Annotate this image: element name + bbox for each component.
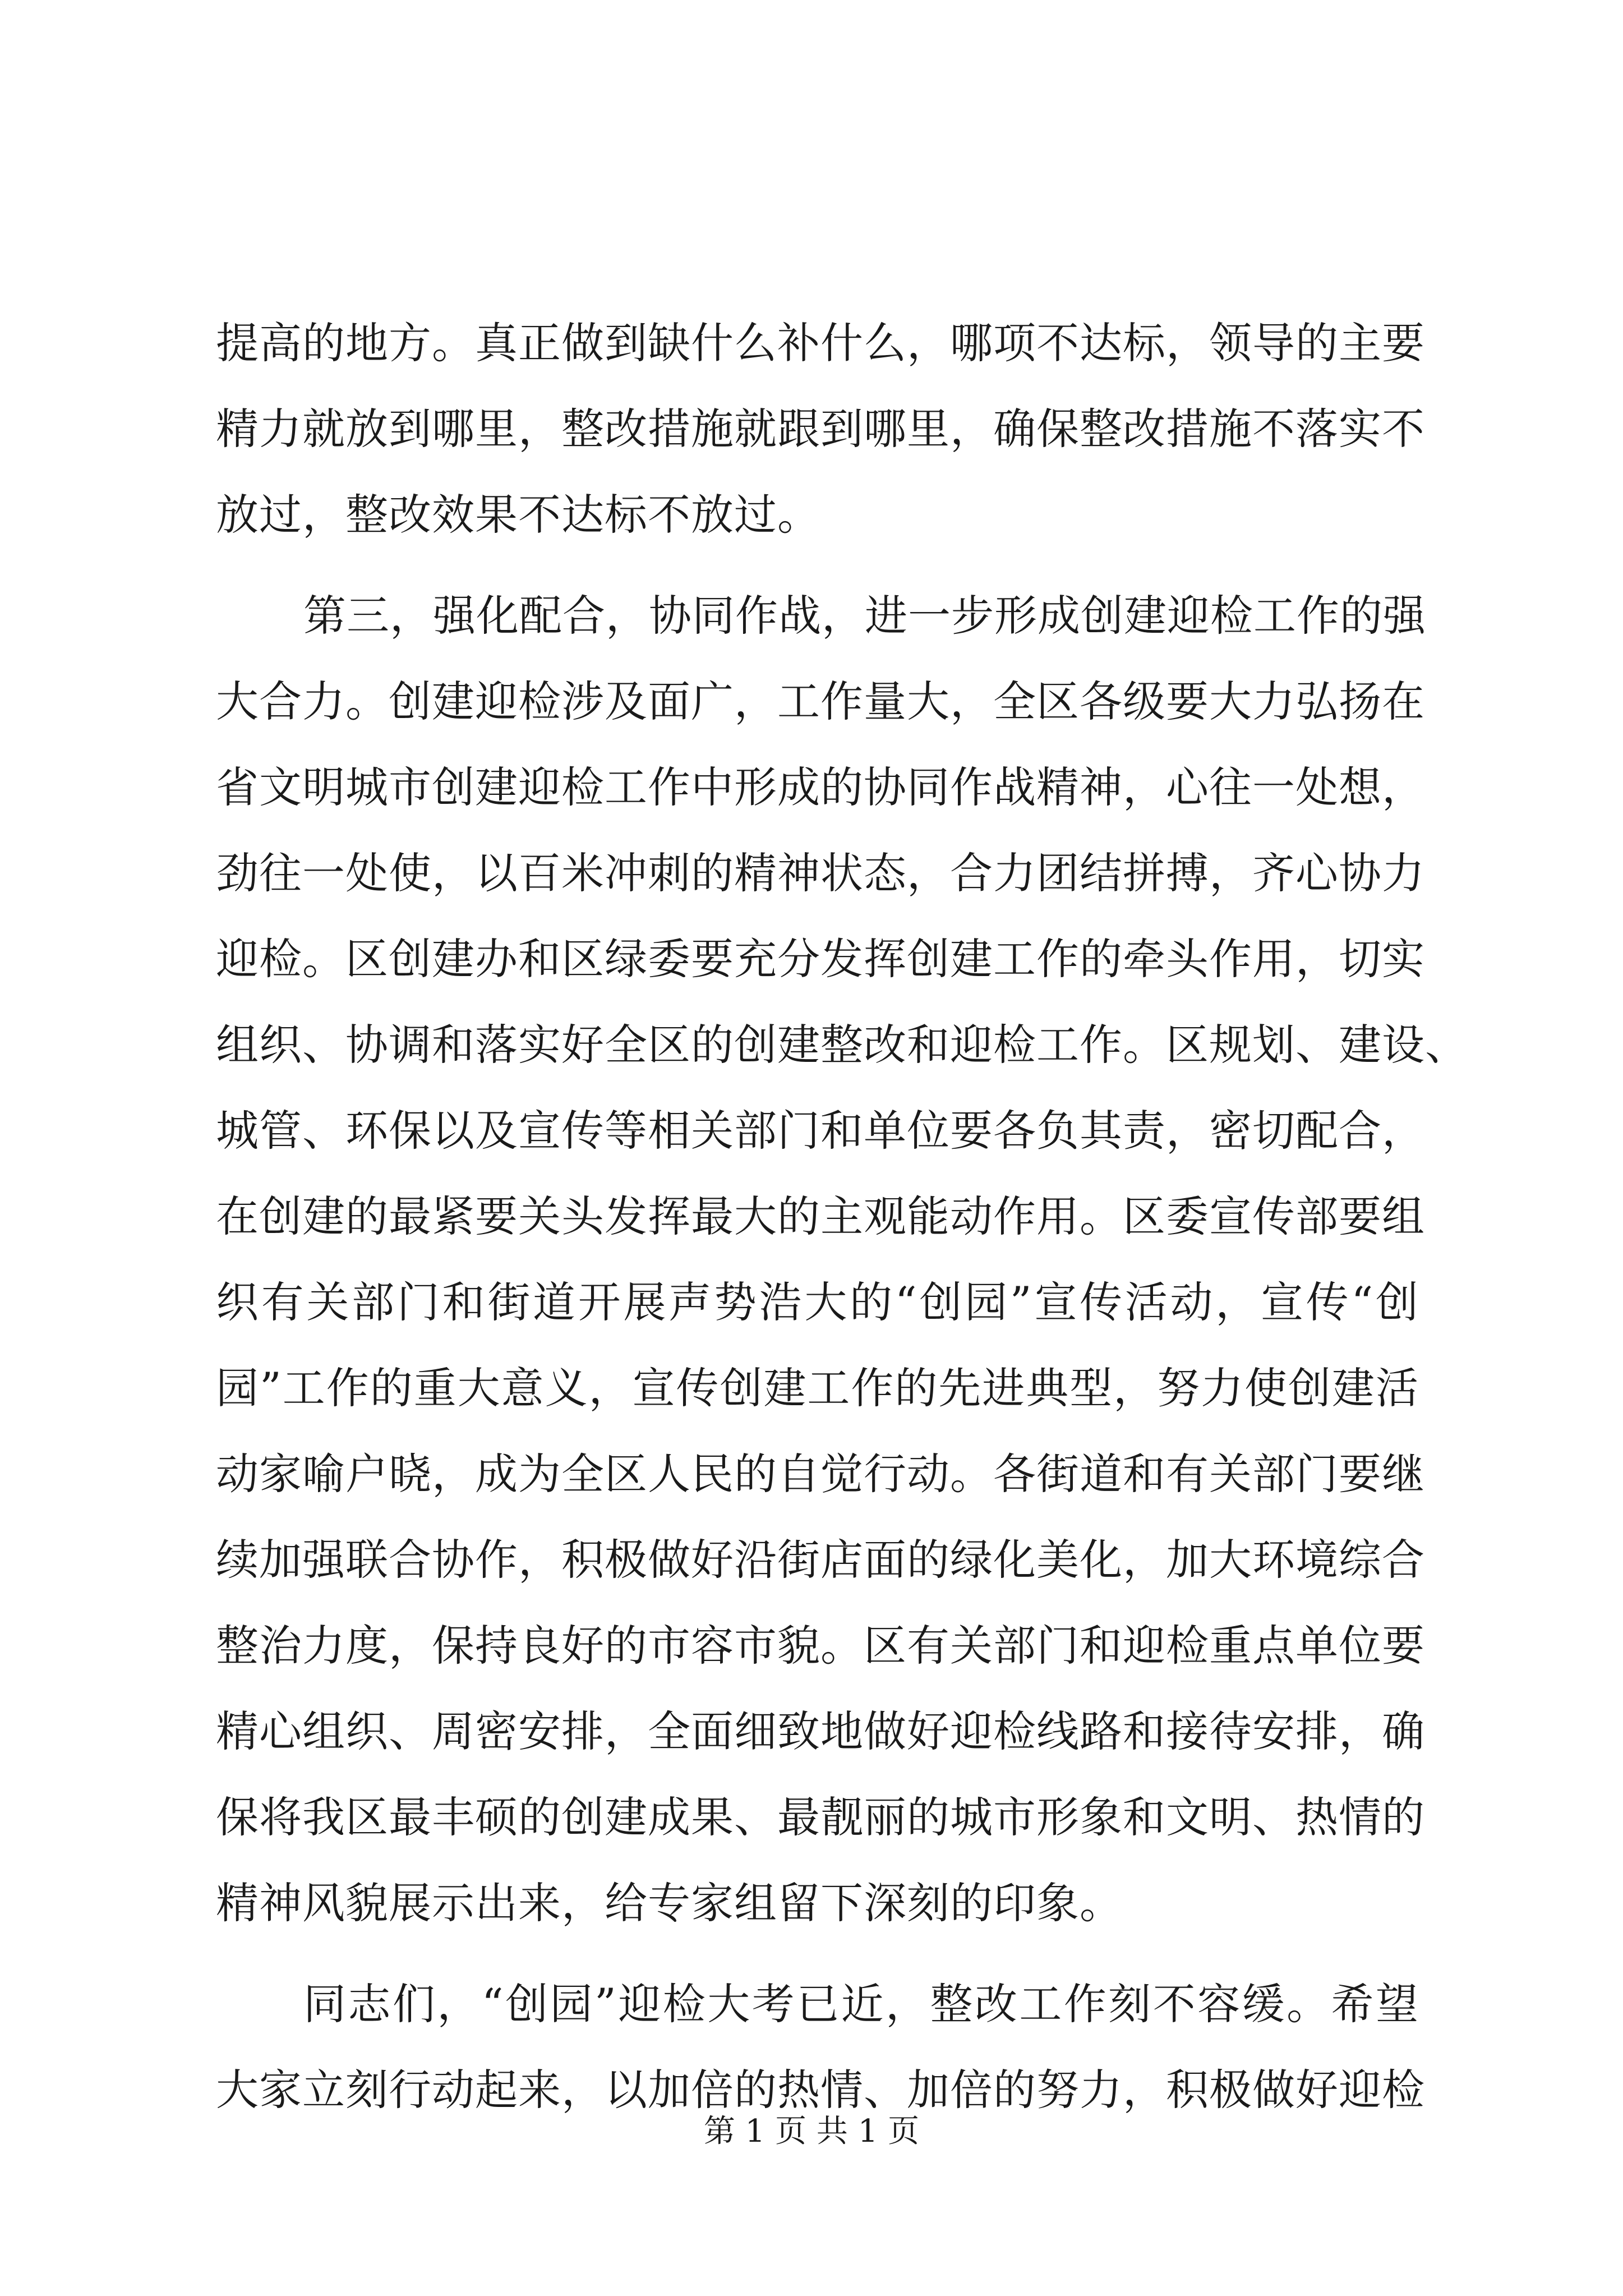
text-line: 迎检。区创建办和区绿委要充分发挥创建工作的牵头作用，切实 [216, 934, 1425, 984]
text-line: 同志们，“创园”迎检大考已近，整改工作刻不容缓。希望 [303, 1979, 1419, 2029]
paragraph-3 [216, 1961, 1425, 2133]
text-line: 组织、协调和落实好全区的创建整改和迎检工作。区规划、建设、 [216, 1020, 1468, 1070]
text-line: 动家喻户晓，成为全区人民的自觉行动。各街道和有关部门要继 [216, 1449, 1425, 1499]
text-line: 园”工作的重大意义，宣传创建工作的先进典型，努力使创建活 [216, 1363, 1419, 1413]
text-line: 大合力。创建迎检涉及面广，工作量大，全区各级要大力弘扬在 [216, 677, 1425, 726]
text-line: 大家立刻行动起来，以加倍的热情、加倍的努力，积极做好迎检 [216, 2065, 1425, 2115]
paragraph-2 [216, 573, 1468, 1946]
text-line: 在创建的最紧要关头发挥最大的主观能动作用。区委宣传部要组 [216, 1191, 1425, 1241]
text-line: 续加强联合协作，积极做好沿街店面的绿化美化，加大环境综合 [216, 1535, 1425, 1585]
text-line: 精心组织、周密安排，全面细致地做好迎检线路和接待安排，确 [216, 1706, 1425, 1756]
text-line: 第三，强化配合，协同作战，进一步形成创建迎检工作的强 [303, 591, 1426, 641]
text-line: 整治力度，保持良好的市容市貌。区有关部门和迎检重点单位要 [216, 1621, 1425, 1671]
paragraph-spacing [216, 558, 1419, 573]
text-line: 省文明城市创建迎检工作中形成的协同作战精神，心往一处想， [216, 762, 1425, 812]
paragraph-spacing [216, 1946, 1419, 1961]
text-line: 精神风貌展示出来，给专家组留下深刻的印象。 [216, 1878, 1123, 1928]
text-line: 保将我区最丰硕的创建成果、最靓丽的城市形象和文明、热情的 [216, 1792, 1425, 1842]
text-line: 放过，整改效果不达标不放过。 [216, 490, 820, 540]
text-line: 精力就放到哪里，整改措施就跟到哪里，确保整改措施不落实不 [216, 404, 1425, 454]
text-line: 劲往一处使，以百米冲刺的精神状态，合力团结拼搏，齐心协力 [216, 848, 1425, 898]
document-body [216, 300, 1468, 2133]
paragraph-1 [216, 300, 1425, 558]
text-line: 提高的地方。真正做到缺什么补什么，哪项不达标，领导的主要 [216, 318, 1425, 368]
text-line: 织有关部门和街道开展声势浩大的“创园”宣传活动，宣传“创 [216, 1277, 1419, 1327]
text-line: 城管、环保以及宣传等相关部门和单位要各负其责，密切配合， [216, 1106, 1425, 1156]
page-number-footer: 第 1 页 共 1 页 [703, 2113, 920, 2150]
